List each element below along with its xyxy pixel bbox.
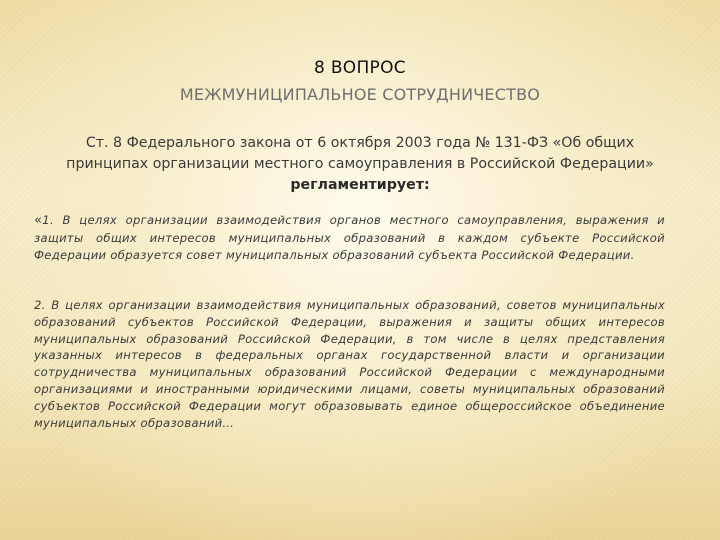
opening-quote-mark: « xyxy=(34,213,43,228)
law-paragraph-2 xyxy=(34,297,665,431)
intro-paragraph xyxy=(50,133,670,196)
slide-title: 8 ВОПРОС xyxy=(314,58,406,78)
intro-text: Ст. 8 Федерального закона от 6 октября 2003 года № 131-ФЗ «Об общих принципах организации местного самоуправления в Российской Федерации» xyxy=(66,135,654,172)
law-paragraph-1-text: 1. В целях организации взаимодействия органов местного самоуправления, выражения и защиты общих интересов муниципальных образований в каждом субъекте Российской Федерации образуется совет муниципальных образований субъекта Российской Федерации. xyxy=(34,213,665,262)
intro-bold-text: регламентирует: xyxy=(290,177,430,193)
law-paragraph-2-text: 2. В целях организации взаимодействия муниципальных образований, советов муниципальных образований субъектов Российской Федерации, выражения и защиты общих интересов муниципальных образований Российской Федерации, в том числе в целях представления указанных интересов в федеральных органах государственной власти и организации сотрудничества муниципальных образований Российской Федерации с международными организациями и иностранными юридическими лицами, советы муниципальных образований субъектов Российской Федерации могут образовывать единое общероссийское объединение муниципальных образований… xyxy=(34,298,665,430)
law-paragraph-1 xyxy=(34,212,665,263)
slide-subtitle: МЕЖМУНИЦИПАЛЬНОЕ СОТРУДНИЧЕСТВО xyxy=(179,85,541,104)
